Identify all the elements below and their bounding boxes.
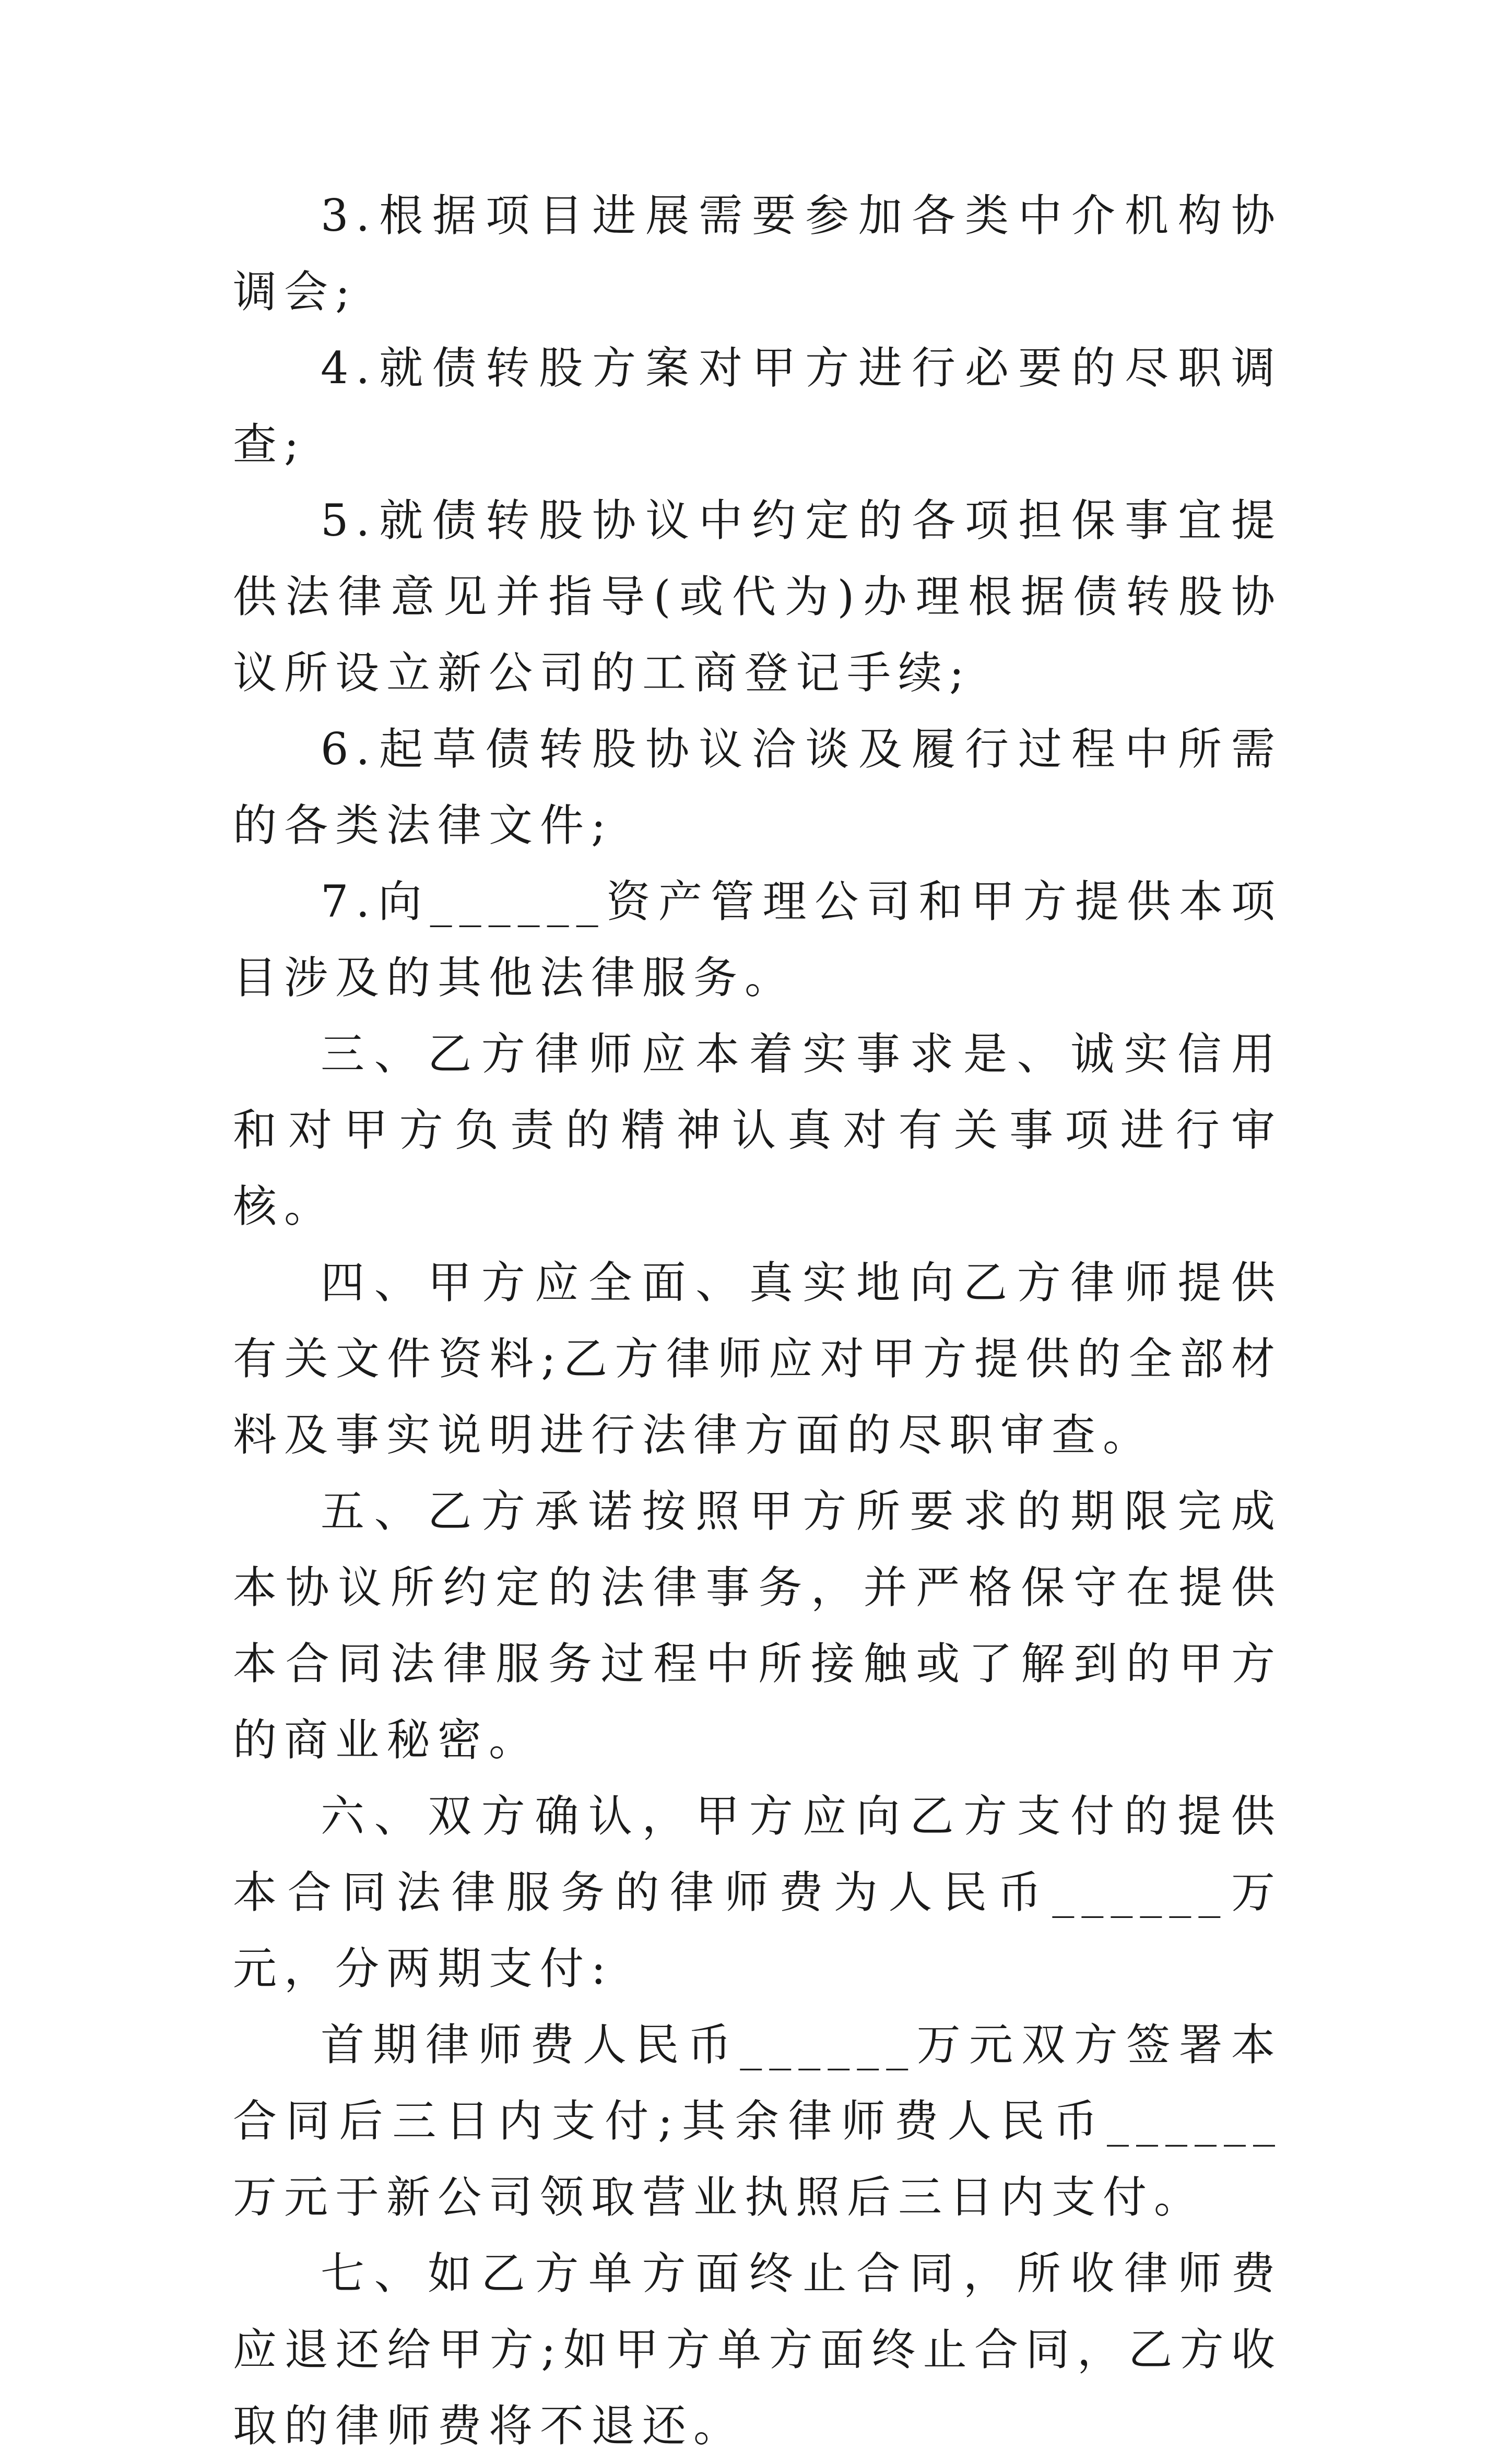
paragraph-item-3: 3.根据项目进展需要参加各类中介机构协调会; [233, 190, 1282, 317]
paragraph-item-4: 4.就债转股方案对甲方进行必要的尽职调查; [233, 342, 1282, 470]
document-body [233, 177, 1282, 2464]
paragraph-item-7: 7.向______资产管理公司和甲方提供本项目涉及的其他法律服务。 [233, 876, 1282, 1003]
paragraph-clause-5: 五、乙方承诺按照甲方所要求的期限完成本协议所约定的法律事务，并严格保守在提供本合同法律服务过程中所接触或了解到的甲方的商业秘密。 [233, 1486, 1282, 1766]
paragraph-item-5: 5.就债转股协议中约定的各项担保事宜提供法律意见并指导(或代为)办理根据债转股协议所设立新公司的工商登记手续; [233, 495, 1282, 698]
paragraph-clause-6: 六、双方确认，甲方应向乙方支付的提供本合同法律服务的律师费为人民币______万元，分两期支付: [233, 1791, 1282, 1994]
paragraph-fee-payment: 首期律师费人民币______万元双方签署本合同后三日内支付;其余律师费人民币______万元于新公司领取营业执照后三日内支付。 [233, 2019, 1282, 2223]
paragraph-clause-3: 三、乙方律师应本着实事求是、诚实信用和对甲方负责的精神认真对有关事项进行审核。 [233, 1028, 1282, 1232]
paragraph-item-6: 6.起草债转股协议洽谈及履行过程中所需的各类法律文件; [233, 724, 1282, 851]
paragraph-clause-4: 四、甲方应全面、真实地向乙方律师提供有关文件资料;乙方律师应对甲方提供的全部材料及事实说明进行法律方面的尽职审查。 [233, 1257, 1282, 1461]
paragraph-clause-7: 七、如乙方单方面终止合同，所收律师费应退还给甲方;如甲方单方面终止合同，乙方收取的律师费将不退还。 [233, 2248, 1282, 2451]
